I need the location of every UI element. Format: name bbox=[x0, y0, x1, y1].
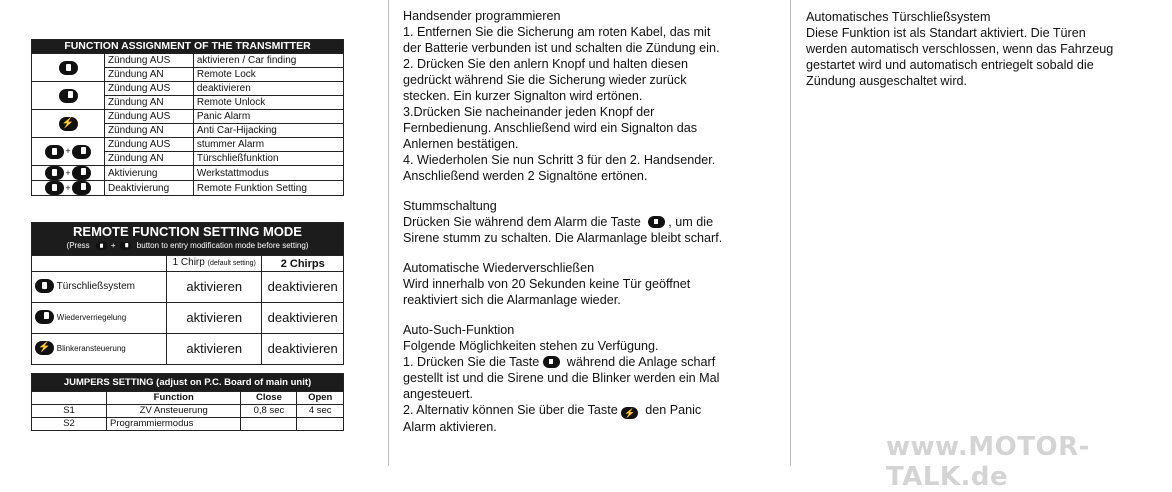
text-line: 2. Drücken Sie den anlern Knopf und halten diesen bbox=[403, 57, 688, 71]
table-title: JUMPERS SETTING (adjust on P.C. Board of main unit) bbox=[32, 374, 344, 392]
unlock-icon bbox=[72, 166, 91, 180]
column-divider-right bbox=[790, 0, 791, 466]
text-line: 4. Wiederholen Sie nun Schritt 3 für den 2. Handsender. bbox=[403, 153, 716, 167]
table-cell: aktivieren bbox=[167, 334, 262, 365]
lock-icon bbox=[648, 216, 665, 228]
unlock-icon bbox=[72, 145, 91, 159]
text-line: angesteuert. bbox=[403, 387, 474, 401]
unlock-icon bbox=[59, 89, 78, 103]
watermark: www.MOTOR-TALK.de bbox=[886, 432, 1090, 492]
table-cell: Zündung AUS bbox=[105, 110, 194, 124]
table-cell: Zündung AUS bbox=[105, 54, 194, 68]
table-cell: Zündung AN bbox=[105, 68, 194, 82]
section-handsender bbox=[403, 8, 785, 184]
column-header: 1 Chirp (default setting) bbox=[167, 256, 262, 272]
text-line: Fernbedienung. Anschließend wird ein Signalton das bbox=[403, 121, 698, 135]
column-header: Function bbox=[107, 392, 241, 405]
text-line: Diese Funktion ist als Standart aktiviert. Die Türen bbox=[806, 26, 1086, 40]
table-cell: Aktivierung bbox=[105, 166, 194, 181]
table-cell: Programmiermodus bbox=[107, 418, 241, 431]
table-cell: Zündung AN bbox=[105, 124, 194, 138]
bolt-icon: ⚡ bbox=[621, 407, 638, 419]
lock-icon bbox=[59, 61, 78, 75]
text-line: Wird innerhalb von 20 Sekunden keine Tür geöffnet bbox=[403, 277, 691, 291]
section-title: Automatische Wiederverschließen bbox=[403, 261, 595, 275]
remote-function-setting-table bbox=[31, 222, 344, 365]
section-wiederverschliessen bbox=[403, 260, 785, 308]
table-cell: 4 sec bbox=[297, 405, 344, 418]
table-cell: 0,8 sec bbox=[241, 405, 297, 418]
text-line: 1. Entfernen Sie die Sicherung am roten Kabel, das mit bbox=[403, 25, 711, 39]
lock-icon bbox=[45, 166, 64, 180]
instructions-column bbox=[403, 8, 785, 449]
row-label: Wiederverriegelung bbox=[56, 313, 127, 322]
text-line: der Batterie verbunden ist und schalten die Zündung ein. bbox=[403, 41, 720, 55]
table-cell: deaktivieren bbox=[262, 303, 344, 334]
unlock-icon bbox=[72, 181, 91, 195]
table-title: REMOTE FUNCTION SETTING MODE bbox=[73, 224, 302, 239]
table-cell: deaktivieren bbox=[262, 334, 344, 365]
column-header: Open bbox=[297, 392, 344, 405]
lock-icon bbox=[45, 181, 64, 195]
table-cell: deaktivieren bbox=[193, 82, 343, 96]
section-title: Automatisches Türschließsystem bbox=[806, 10, 991, 24]
table-cell: Werkstattmodus bbox=[193, 166, 343, 181]
table-cell: Remote Funktion Setting bbox=[193, 181, 343, 196]
column-divider-left bbox=[388, 0, 389, 466]
table-cell: Zündung AUS bbox=[105, 82, 194, 96]
section-auto-such: Auto-Such-Funktion Folgende Möglichkeiten stehen zu Verfügung. 1. Drücken Sie die Taste während die Anlage scharf gestellt ist und die Sirene und die Blinker werden ein Mal angesteuert. 2. Alternativ können Sie über die Taste ⚡ den Panic Alarm aktivieren. bbox=[403, 322, 785, 435]
table-cell: Zündung AN bbox=[105, 96, 194, 110]
text-line: Folgende Möglichkeiten stehen zu Verfügung. bbox=[403, 339, 659, 353]
table-cell bbox=[241, 418, 297, 431]
text-line: Sirene stumm zu schalten. Die Alarmanlage bleibt scharf. bbox=[403, 231, 723, 245]
text-line: Anlernen bestätigen. bbox=[403, 137, 519, 151]
info-column bbox=[806, 9, 1168, 89]
lock-icon bbox=[543, 356, 560, 368]
section-title: Stummschaltung bbox=[403, 199, 497, 213]
text-line: gestartet wird und automatisch entriegelt sobald die bbox=[806, 58, 1094, 72]
table-cell: aktivieren bbox=[167, 303, 262, 334]
text-line: Anschließend werden 2 Signaltöne ertönen. bbox=[403, 169, 648, 183]
lock-icon bbox=[45, 145, 64, 159]
text-line: 3.Drücken Sie nacheinander jeden Knopf der bbox=[403, 105, 655, 119]
unlock-icon bbox=[35, 310, 54, 324]
section-title: Handsender programmieren bbox=[403, 9, 561, 23]
table-cell: aktivieren / Car finding bbox=[193, 54, 343, 68]
column-header: 2 Chirps bbox=[262, 256, 344, 272]
table-cell: S2 bbox=[32, 418, 107, 431]
table-cell: Türschließfunktion bbox=[193, 152, 343, 166]
table-cell: S1 bbox=[32, 405, 107, 418]
jumpers-setting-table bbox=[31, 373, 344, 431]
table-cell: aktivieren bbox=[167, 272, 262, 303]
table-cell: ZV Ansteuerung bbox=[107, 405, 241, 418]
table-cell: Anti Car-Hijacking bbox=[193, 124, 343, 138]
table-cell: Remote Unlock bbox=[193, 96, 343, 110]
table-cell bbox=[297, 418, 344, 431]
bolt-icon: ⚡ bbox=[35, 341, 54, 355]
column-header: Close bbox=[241, 392, 297, 405]
table-cell: Remote Lock bbox=[193, 68, 343, 82]
section-title: Auto-Such-Funktion bbox=[403, 323, 515, 337]
row-label: Türschließsystem bbox=[56, 281, 135, 292]
table-cell: Panic Alarm bbox=[193, 110, 343, 124]
table-subtitle: (Press + button to entry modification mode before setting) bbox=[66, 241, 309, 251]
text-line: gedrückt während Sie die Sicherung wieder zurück bbox=[403, 73, 687, 87]
section-stummschaltung: Stummschaltung Drücken Sie während dem Alarm die Taste , um die Sirene stumm zu schalten. Die Alarmanlage bleibt scharf. bbox=[403, 198, 785, 246]
text-line: reaktiviert sich die Alarmanlage wieder. bbox=[403, 293, 621, 307]
text-line: Alarm aktivieren. bbox=[403, 420, 497, 434]
text-line: werden automatisch verschlossen, wenn das Fahrzeug bbox=[806, 42, 1114, 56]
row-label: Blinkeransteuerung bbox=[56, 344, 126, 353]
bolt-icon: ⚡ bbox=[59, 117, 78, 131]
table-title: FUNCTION ASSIGNMENT OF THE TRANSMITTER bbox=[32, 40, 344, 54]
table-cell: stummer Alarm bbox=[193, 138, 343, 152]
text-line: Zündung ausgeschaltet wird. bbox=[806, 74, 968, 88]
table-cell: Zündung AUS bbox=[105, 138, 194, 152]
text-line: gestellt ist und die Sirene und die Blinker werden ein Mal bbox=[403, 371, 720, 385]
function-assignment-table: FUNCTION ASSIGNMENT OF THE TRANSMITTER Zündung AUS aktivieren / Car finding Zündung AN Remote Lock Zündung AUS deaktivieren Zündung AN Remote Unlock ⚡ Zündung AUS Panic Alarm Zündung AN Anti Car-Hijacking + Zündung AUS stummer Alarm Zündung AN Türschließfunktion + Aktivierung Werkstattmodus + Deaktivierung Remote Funktion Setting bbox=[31, 39, 344, 196]
lock-icon bbox=[35, 279, 54, 293]
text-line: stecken. Ein kurzer Signalton wird ertönen. bbox=[403, 89, 643, 103]
table-cell: Zündung AN bbox=[105, 152, 194, 166]
table-cell: Deaktivierung bbox=[105, 181, 194, 196]
table-cell: deaktivieren bbox=[262, 272, 344, 303]
